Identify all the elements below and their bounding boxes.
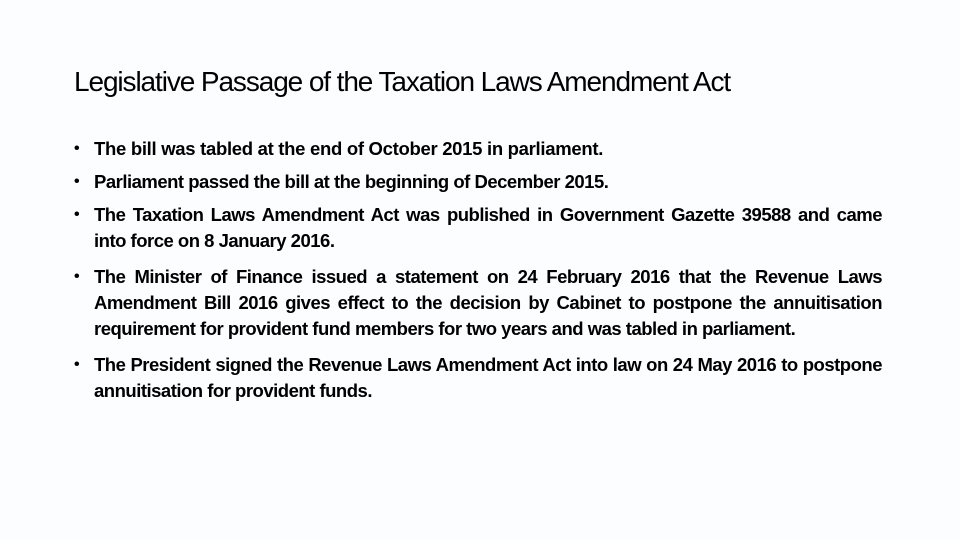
bullet-item: [74, 202, 882, 254]
bullet-icon: •: [74, 356, 80, 373]
bullet-item: [74, 169, 882, 195]
bullet-list: [74, 136, 882, 404]
bullet-icon: •: [74, 173, 80, 190]
slide-title: Legislative Passage of the Taxation Laws Amendment Act: [74, 66, 731, 97]
bullet-item: [74, 264, 882, 342]
bullet-icon: •: [74, 268, 80, 285]
bullet-icon: •: [74, 206, 80, 223]
bullet-text: The Taxation Laws Amendment Act was published in Government Gazette 39588 and came into force on 8 January 2016.: [94, 204, 882, 251]
bullet-text: The Minister of Finance issued a statement on 24 February 2016 that the Revenue Laws Amendment Bill 2016 gives effect to the decision by Cabinet to postpone the annuitisation requirement for provident fund members for two years and was tabled in parliament.: [94, 266, 882, 339]
bullet-text: The bill was tabled at the end of October 2015 in parliament.: [94, 138, 604, 159]
bullet-item: [74, 136, 882, 162]
bullet-icon: •: [74, 140, 80, 157]
bullet-text: Parliament passed the bill at the beginning of December 2015.: [94, 171, 609, 192]
bullet-text: The President signed the Revenue Laws Amendment Act into law on 24 May 2016 to postpone annuitisation for provident funds.: [94, 354, 882, 401]
bullet-item: [74, 352, 882, 404]
